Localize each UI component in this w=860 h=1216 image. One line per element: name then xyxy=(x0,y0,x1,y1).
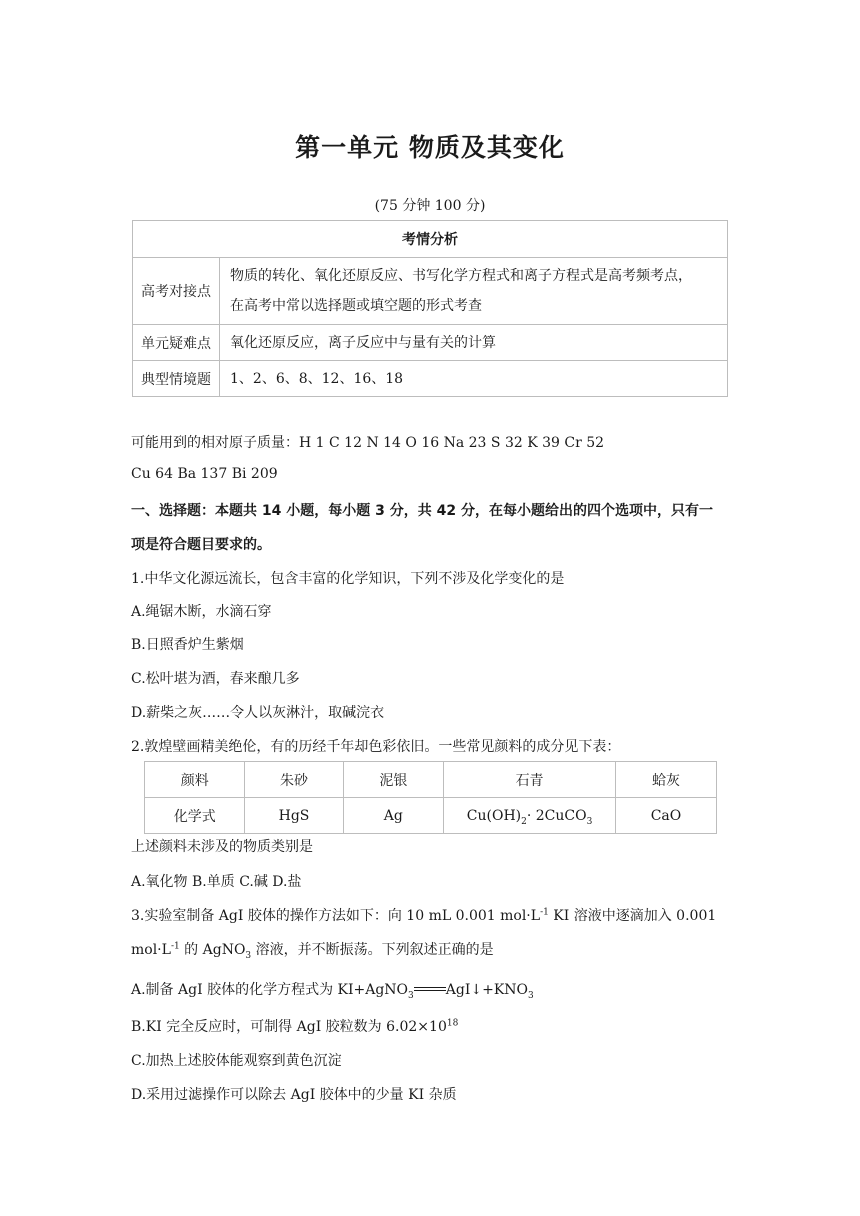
analysis-label: 单元疑难点 xyxy=(133,325,220,361)
analysis-value: 氧化还原反应，离子反应中与量有关的计算 xyxy=(220,325,728,361)
option-d: D.薪柴之灰……令人以灰淋汁，取碱浣衣 xyxy=(131,705,385,721)
question-stem: 2.敦煌壁画精美绝伦，有的历经千年却色彩依旧。一些常见颜料的成分见下表： xyxy=(131,739,621,755)
option-c: C.松叶堪为酒，春来酿几多 xyxy=(131,671,300,687)
subscript: 3 xyxy=(408,990,414,1001)
option-a xyxy=(131,979,534,999)
analysis-value: 1、2、6、8、12、16、18 xyxy=(220,361,728,397)
text-run: 3.实验室制备 AgI 胶体的操作方法如下：向 10 mL 0.001 mol·L xyxy=(131,908,541,924)
text-run: 的 AgNO xyxy=(179,942,246,958)
chemical-formula-cell xyxy=(444,798,616,834)
analysis-header: 考情分析 xyxy=(133,221,728,258)
subscript: 3 xyxy=(245,950,252,961)
option-c: C.加热上述胶体能观察到黄色沉淀 xyxy=(131,1053,342,1069)
superscript: 18 xyxy=(446,1018,459,1029)
option-b: B.日照香炉生紫烟 xyxy=(131,637,244,653)
question-stem xyxy=(131,905,716,925)
table-cell: CaO xyxy=(615,798,716,834)
section-heading: 一、选择题：本题共 14 小题，每小题 3 分，共 42 分，在每小题给出的四个选项中，只有一 xyxy=(131,503,713,519)
atomic-mass-line: 可能用到的相对原子质量：H 1 C 12 N 14 O 16 Na 23 S 32 K 39 Cr 52 xyxy=(131,435,605,451)
option-b xyxy=(131,1016,458,1036)
analysis-label: 典型情境题 xyxy=(133,361,220,397)
option-a: A.绳锯木断，水滴石穿 xyxy=(131,604,272,620)
analysis-label: 高考对接点 xyxy=(133,258,220,325)
exam-analysis-table xyxy=(132,220,728,397)
subscript: 3 xyxy=(528,990,534,1001)
table-cell: HgS xyxy=(245,798,343,834)
table-cell: Ag xyxy=(343,798,444,834)
atomic-mass-line: Cu 64 Ba 137 Bi 209 xyxy=(131,466,278,482)
analysis-value-line: 物质的转化、氧化还原反应、书写化学方程式和离子方程式是高考频考点， xyxy=(230,268,692,284)
question-stem xyxy=(131,939,494,959)
time-score-info: (75 分钟 100 分) xyxy=(374,198,486,214)
table-cell: 化学式 xyxy=(145,798,245,834)
question-text: 上述颜料未涉及的物质类别是 xyxy=(131,839,313,855)
formula-text: · 2CuCO xyxy=(526,807,587,824)
section-heading: 项是符合题目要求的。 xyxy=(131,537,271,553)
pigment-table xyxy=(144,761,717,834)
equals-sign xyxy=(414,985,446,995)
option-d: D.采用过滤操作可以除去 AgI 胶体中的少量 KI 杂质 xyxy=(131,1087,457,1103)
text-run: 溶液，并不断振荡。下列叙述正确的是 xyxy=(251,942,494,958)
analysis-value-line: 在高考中常以选择题或填空题的形式考查 xyxy=(230,298,482,314)
page-title: 第一单元 物质及其变化 xyxy=(295,133,565,162)
text-run: AgI↓+KNO xyxy=(445,982,529,998)
table-cell: 泥银 xyxy=(343,762,444,798)
table-cell: 石青 xyxy=(444,762,616,798)
superscript: -1 xyxy=(540,907,549,918)
table-cell: 蛤灰 xyxy=(615,762,716,798)
text-run: KI 溶液中逐滴加入 0.001 xyxy=(548,908,717,924)
text-run: mol·L xyxy=(131,942,171,958)
text-run: A.制备 AgI 胶体的化学方程式为 KI+AgNO xyxy=(131,982,409,998)
analysis-value xyxy=(220,258,728,325)
options-line: A.氧化物 B.单质 C.碱 D.盐 xyxy=(131,874,302,890)
table-cell: 朱砂 xyxy=(245,762,343,798)
formula-text: Cu(OH) xyxy=(466,807,522,824)
formula-subscript: 3 xyxy=(586,816,593,827)
question-stem: 1.中华文化源远流长，包含丰富的化学知识，下列不涉及化学变化的是 xyxy=(131,571,565,587)
superscript: -1 xyxy=(170,941,180,952)
table-cell: 颜料 xyxy=(145,762,245,798)
text-run: B.KI 完全反应时，可制得 AgI 胶粒数为 6.02×10 xyxy=(131,1019,447,1035)
formula-subscript: 2 xyxy=(521,816,527,827)
